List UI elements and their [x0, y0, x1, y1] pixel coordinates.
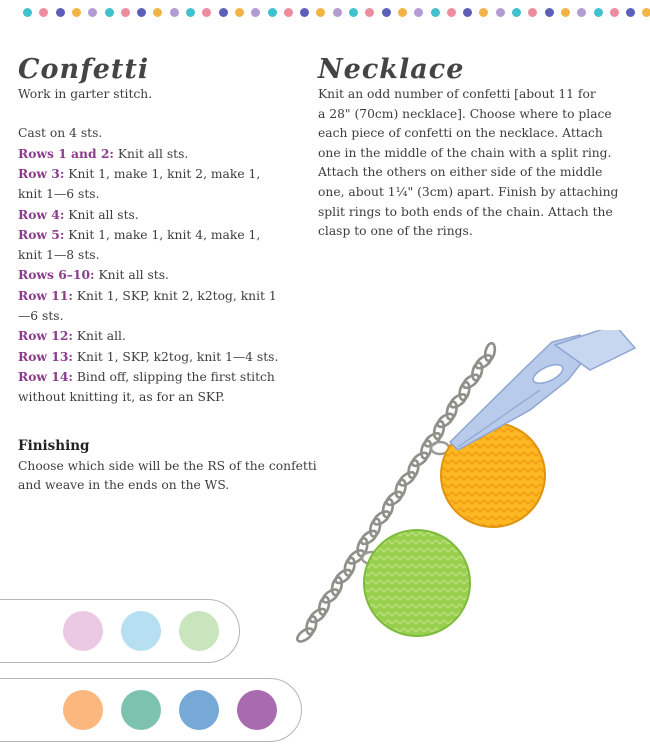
row-instruction-line	[18, 164, 308, 185]
necklace-illustration	[290, 330, 650, 660]
decorative-dot	[88, 8, 97, 17]
chain-link	[321, 587, 341, 605]
decorative-dot	[626, 8, 635, 17]
color-swatch-orange	[63, 690, 103, 730]
decorative-dot	[105, 8, 114, 17]
row-instruction-line	[18, 388, 308, 408]
row-label: Row 5:	[18, 227, 65, 243]
necklace-line: each piece of confetti on the necklace. Attach	[318, 126, 603, 141]
necklace-instructions	[318, 85, 619, 242]
chain-link	[372, 509, 392, 527]
row-instruction-line	[18, 367, 308, 388]
row-text: Knit 1, make 1, knit 2, make 1,	[64, 167, 261, 182]
row-instruction-line	[18, 225, 308, 246]
decorative-dot	[431, 8, 440, 17]
decorative-dot	[382, 8, 391, 17]
row-label: Row 3:	[18, 166, 65, 182]
decorative-dot	[39, 8, 48, 17]
row-text: Bind off, slipping the first stitch	[72, 370, 275, 385]
row-label: Rows 6–10:	[18, 267, 95, 283]
necklace-line: Knit an odd number of confetti [about 11 for	[318, 87, 596, 101]
finishing-heading: Finishing	[18, 438, 90, 455]
row-label: Row 14:	[18, 369, 73, 385]
decorative-dot	[284, 8, 293, 17]
necklace-line: split rings to both ends of the chain. Attach the	[318, 204, 613, 219]
decorative-dot	[398, 8, 407, 17]
color-swatch-light-green	[179, 611, 219, 651]
color-swatch-pink	[63, 611, 103, 651]
chain-link	[410, 450, 430, 468]
decorative-dot	[642, 8, 650, 17]
row-text: Knit all sts.	[94, 268, 169, 283]
color-swatch-light-blue	[121, 611, 161, 651]
decorative-dot	[121, 8, 130, 17]
color-swatch-teal	[121, 690, 161, 730]
decorative-dot-border	[0, 8, 650, 20]
row-instruction-line	[18, 347, 308, 368]
decorative-dot	[577, 8, 586, 17]
decorative-dot	[186, 8, 195, 17]
row-instruction-line	[18, 326, 308, 347]
decorative-dot	[300, 8, 309, 17]
decorative-dot	[349, 8, 358, 17]
decorative-dot	[528, 8, 537, 17]
row-instruction-line	[18, 307, 308, 327]
decorative-dot	[447, 8, 456, 17]
decorative-dot	[137, 8, 146, 17]
decorative-dot	[23, 8, 32, 17]
row-label: Row 13:	[18, 348, 73, 364]
decorative-dot	[202, 8, 211, 17]
decorative-dot	[479, 8, 488, 17]
row-text: Knit all sts.	[113, 146, 189, 161]
chain-link	[448, 392, 468, 410]
color-swatch-blue	[179, 690, 219, 730]
decorative-dot	[545, 8, 554, 17]
spacer	[18, 105, 308, 125]
cast-on-text: Cast on 4 sts.	[18, 126, 103, 141]
necklace-title: Necklace	[318, 54, 465, 85]
decorative-dot	[56, 8, 65, 17]
finishing-line: and weave in the ends on the WS.	[18, 478, 230, 493]
chain-link	[397, 470, 417, 488]
row-instruction-line	[18, 185, 308, 205]
decorative-dot	[561, 8, 570, 17]
decorative-dot	[268, 8, 277, 17]
row-label: Rows 1 and 2:	[18, 145, 114, 161]
row-text: Knit all.	[72, 329, 126, 344]
decorative-dot	[316, 8, 325, 17]
decorative-dot	[463, 8, 472, 17]
lobster-clasp	[450, 330, 635, 450]
color-palette-bottom	[0, 678, 302, 742]
confetti-instructions	[18, 85, 317, 496]
decorative-dot	[170, 8, 179, 17]
row-text: knit 1—6 sts.	[18, 186, 100, 201]
chain-link	[333, 567, 353, 585]
row-label: Row 4:	[18, 206, 65, 222]
chain-link	[359, 528, 379, 546]
row-text: Knit 1, make 1, knit 4, make 1,	[64, 228, 261, 243]
row-instruction-line	[18, 265, 308, 286]
intro-text: Work in garter stitch.	[18, 87, 153, 101]
color-palette-top	[0, 599, 240, 663]
decorative-dot	[610, 8, 619, 17]
necklace-line: a 28" (70cm) necklace]. Choose where to place	[318, 106, 612, 121]
necklace-line: Attach the others on either side of the middle	[318, 165, 603, 180]
decorative-dot	[235, 8, 244, 17]
finishing-line: Choose which side will be the RS of the confetti	[18, 458, 317, 473]
chain-link	[384, 489, 404, 507]
row-text: Knit 1, SKP, knit 2, k2tog, knit 1	[72, 288, 277, 303]
row-label: Row 12:	[18, 328, 73, 344]
green-confetti-piece	[364, 530, 470, 636]
chain-link	[435, 411, 455, 429]
necklace-line: one in the middle of the chain with a split ring.	[318, 145, 612, 160]
color-swatch-purple	[237, 690, 277, 730]
row-text: Knit all sts.	[64, 207, 139, 222]
chain-link	[295, 626, 315, 644]
decorative-dot	[333, 8, 342, 17]
decorative-dot	[153, 8, 162, 17]
row-text: —6 sts.	[18, 308, 64, 323]
confetti-section	[18, 54, 317, 496]
row-instruction-line	[18, 246, 308, 266]
row-text: knit 1—8 sts.	[18, 247, 100, 262]
necklace-section	[318, 54, 619, 242]
decorative-dot	[72, 8, 81, 17]
row-instruction-line	[18, 205, 308, 226]
decorative-dot	[365, 8, 374, 17]
decorative-dot	[512, 8, 521, 17]
decorative-dot	[414, 8, 423, 17]
row-instructions	[18, 144, 308, 408]
row-instruction-line	[18, 286, 308, 307]
confetti-title: Confetti	[18, 54, 150, 85]
necklace-line: clasp to one of the rings.	[318, 224, 473, 239]
row-text: Knit 1, SKP, k2tog, knit 1—4 sts.	[72, 349, 279, 364]
row-text: without knitting it, as for an SKP.	[18, 389, 225, 404]
row-instruction-line	[18, 144, 308, 165]
necklace-line: one, about 1¼" (3cm) apart. Finish by attaching	[318, 184, 619, 199]
decorative-dot	[496, 8, 505, 17]
decorative-dot	[251, 8, 260, 17]
decorative-dot	[594, 8, 603, 17]
row-label: Row 11:	[18, 287, 73, 303]
chain-link	[474, 353, 494, 371]
chain-link	[461, 372, 481, 390]
decorative-dot	[219, 8, 228, 17]
chain-link	[308, 606, 328, 624]
spacer	[18, 408, 308, 428]
